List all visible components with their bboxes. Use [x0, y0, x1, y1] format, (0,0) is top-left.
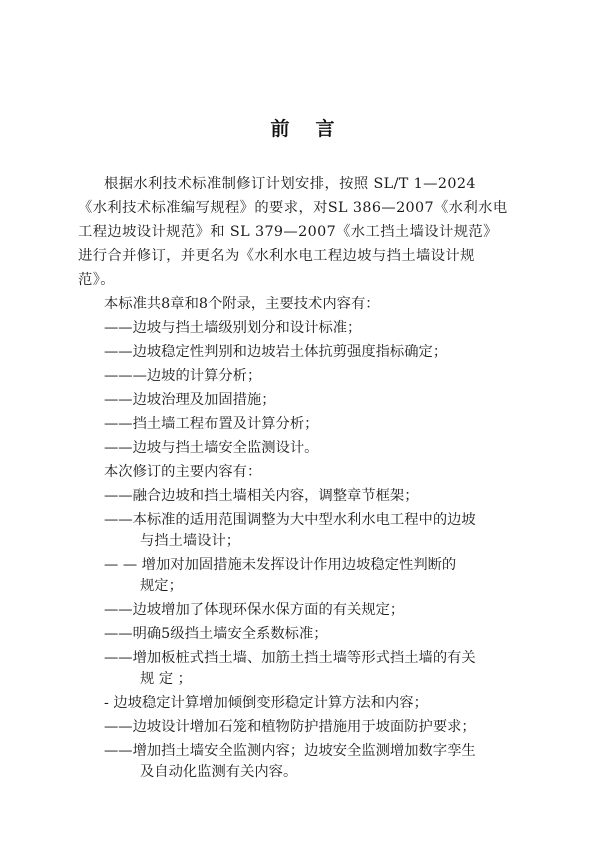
main-content-intro: 本标准共8章和8个附录，主要技术内容有： — [104, 296, 380, 312]
page-title: 前言 — [270, 118, 361, 140]
list-item: ——边坡治理及加固措施； — [104, 392, 276, 408]
list-item: ——融合边坡和挡土墙相关内容，调整章节框架； — [104, 488, 419, 504]
list-item-continuation: 规 定 ； — [140, 671, 192, 687]
paragraph-line: 范》。 — [78, 272, 115, 288]
list-item: ——增加板桩式挡土墙、加筋土挡土墙等形式挡土墙的有关 — [104, 650, 476, 666]
paragraph-line: 工程边坡设计规范》和 SL 379—2007《水工挡土墙设计规范》 — [78, 224, 498, 240]
list-item-continuation: 与挡土墙设计； — [140, 533, 241, 549]
list-item: ———边坡的计算分析； — [104, 368, 262, 384]
list-item: ——边坡与挡土墙安全监测设计。 — [104, 440, 319, 456]
revision-intro: 本次修订的主要内容有： — [104, 464, 262, 480]
list-item-continuation: 规定； — [140, 578, 183, 594]
list-item: ——边坡设计增加石笼和植物防护措施用于坡面防护要求； — [104, 719, 476, 735]
list-item-continuation: 及自动化监测有关内容。 — [140, 764, 298, 780]
list-item: ——增加挡土墙安全监测内容；边坡安全监测增加数字孪生 — [104, 743, 476, 759]
list-item: — — 增加对加固措施未发挥设计作用边坡稳定性判断的 — [104, 557, 457, 573]
list-item: ——边坡与挡土墙级别划分和设计标准； — [104, 320, 362, 336]
paragraph-line: 根据水利技术标准制修订计划安排，按照 SL/T 1—2024 — [104, 176, 476, 192]
paragraph-line: 《水利技术标准编写规程》的要求，对SL 386—2007《水利水电 — [78, 200, 508, 216]
list-item: ——挡土墙工程布置及计算分析； — [104, 416, 319, 432]
list-item: ——边坡增加了体现环保水保方面的有关规定； — [104, 602, 405, 618]
paragraph-line: 进行合并修订，并更名为《水利水电工程边坡与挡土墙设计规 — [78, 248, 475, 264]
list-item: ——边坡稳定性判别和边坡岩土体抗剪强度指标确定； — [104, 344, 448, 360]
list-item: ——明确5级挡土墙安全系数标准； — [104, 626, 328, 642]
list-item: ——本标准的适用范围调整为大中型水利水电工程中的边坡 — [104, 512, 476, 528]
list-item: - 边坡稳定计算增加倾倒变形稳定计算方法和内容； — [104, 695, 428, 711]
